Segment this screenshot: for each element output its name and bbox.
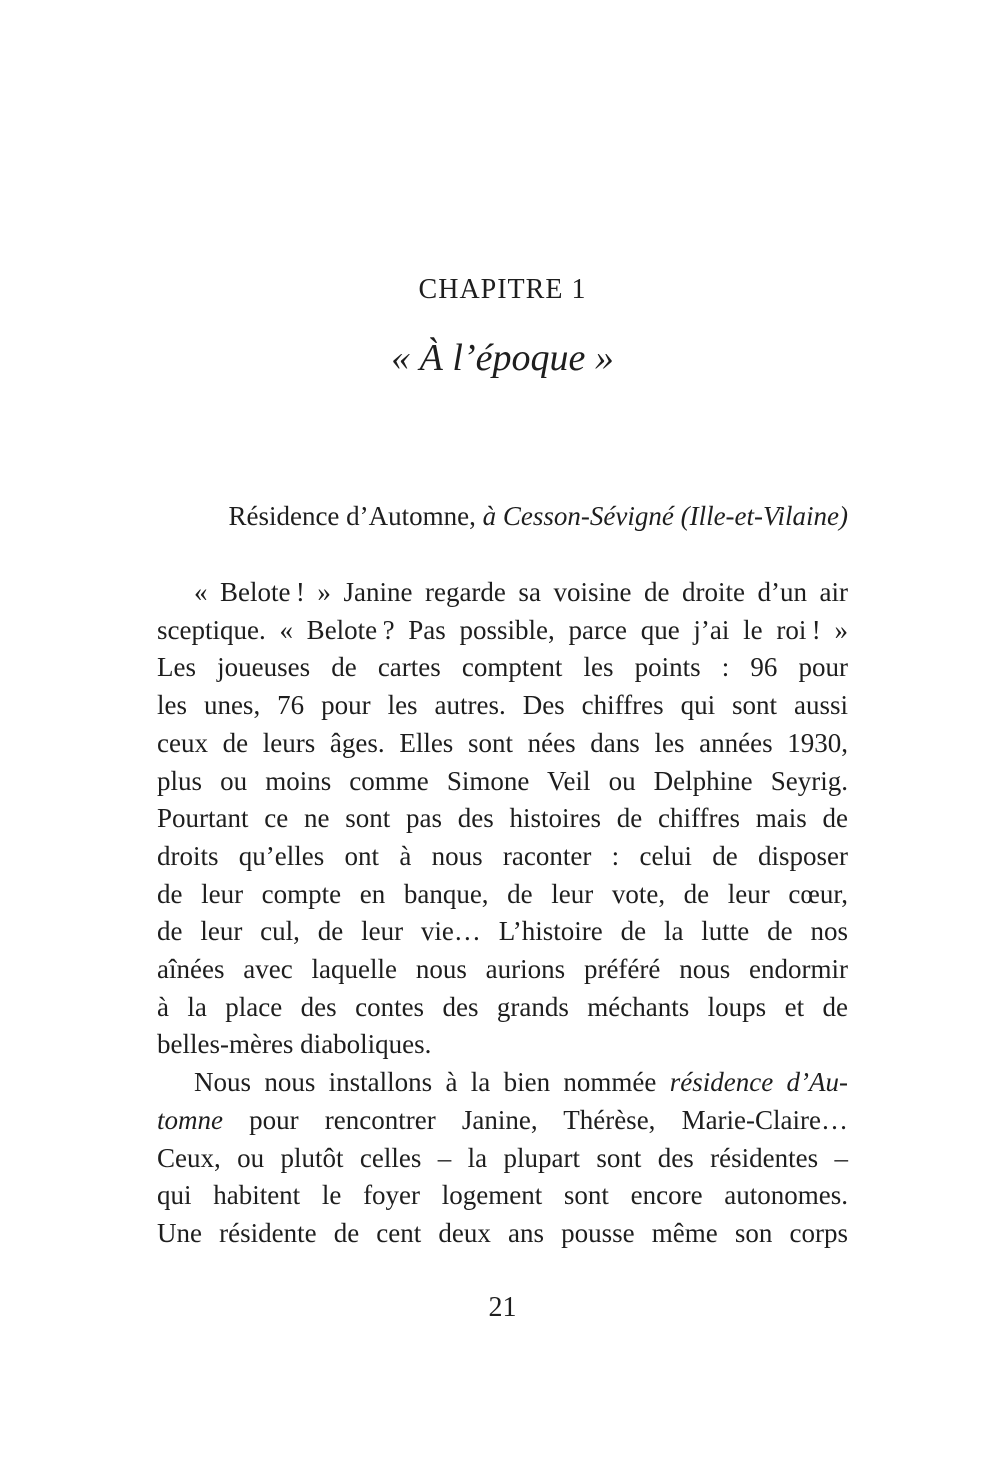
text-segment: qui habitent le foyer logement sont encore autonomes. xyxy=(157,1180,848,1211)
text-segment-italic: tomne xyxy=(157,1104,223,1135)
text-line xyxy=(157,763,848,801)
text-line xyxy=(157,1215,848,1253)
text-segment: Nous nous installons à la bien nommée xyxy=(194,1067,670,1098)
text-line xyxy=(157,838,848,876)
text-line xyxy=(157,1177,848,1215)
text-segment: pour rencontrer Janine, Thérèse, Marie-Claire… xyxy=(222,1104,848,1135)
dateline-residence: Résidence d’Automne, xyxy=(228,501,483,531)
dateline xyxy=(157,501,848,532)
text-segment: belles-mères diaboliques. xyxy=(157,1029,432,1060)
page-number: 21 xyxy=(488,1292,517,1323)
text-segment: « Belote ! » Janine regarde sa voisine de droite d’un air xyxy=(194,577,848,607)
text-line xyxy=(157,612,848,650)
chapter-number: CHAPITRE 1 xyxy=(418,274,587,305)
text-line xyxy=(157,1064,848,1102)
text-segment: sceptique. « Belote ? Pas possible, parce que j’ai le roi ! » xyxy=(157,614,848,645)
text-line xyxy=(157,989,848,1027)
text-segment: Ceux, ou plutôt celles – la plupart sont des résidentes – xyxy=(157,1142,848,1173)
text-segment: les unes, 76 pour les autres. Des chiffres qui sont aussi xyxy=(157,690,848,721)
text-segment: droits qu’elles ont à nous raconter : celui de disposer xyxy=(157,840,848,871)
chapter-title: « À l’époque » xyxy=(391,337,614,379)
text-segment: Une résidente de cent deux ans pousse même son corps xyxy=(157,1217,848,1248)
text-segment: plus ou moins comme Simone Veil ou Delphine Seyrig. xyxy=(157,765,848,796)
text-segment: Les joueuses de cartes comptent les points : 96 pour xyxy=(157,652,848,683)
text-line xyxy=(157,687,848,725)
text-line xyxy=(157,913,848,951)
text-line xyxy=(157,1102,848,1140)
text-segment: Pourtant ce ne sont pas des histoires de chiffres mais de xyxy=(157,803,848,834)
text-line xyxy=(157,951,848,989)
text-line xyxy=(157,876,848,914)
text-segment: de leur compte en banque, de leur vote, de leur cœur, xyxy=(157,878,848,909)
body-text xyxy=(157,574,848,1253)
text-segment: ceux de leurs âges. Elles sont nées dans les années 1930, xyxy=(157,727,848,758)
text-segment: de leur cul, de leur vie… L’histoire de la lutte de nos xyxy=(157,916,848,947)
text-segment-italic: résidence d’Au- xyxy=(669,1067,848,1098)
text-segment: à la place des contes des grands méchants loups et de xyxy=(157,991,848,1022)
text-segment: aînées avec laquelle nous aurions préféré nous endormir xyxy=(157,954,848,985)
text-line xyxy=(157,574,848,612)
text-line xyxy=(157,725,848,763)
text-line xyxy=(157,1140,848,1178)
text-line xyxy=(157,649,848,687)
dateline-place: à Cesson-Sévigné (Ille-et-Vilaine) xyxy=(482,501,848,531)
text-line xyxy=(157,1026,848,1064)
text-line xyxy=(157,800,848,838)
